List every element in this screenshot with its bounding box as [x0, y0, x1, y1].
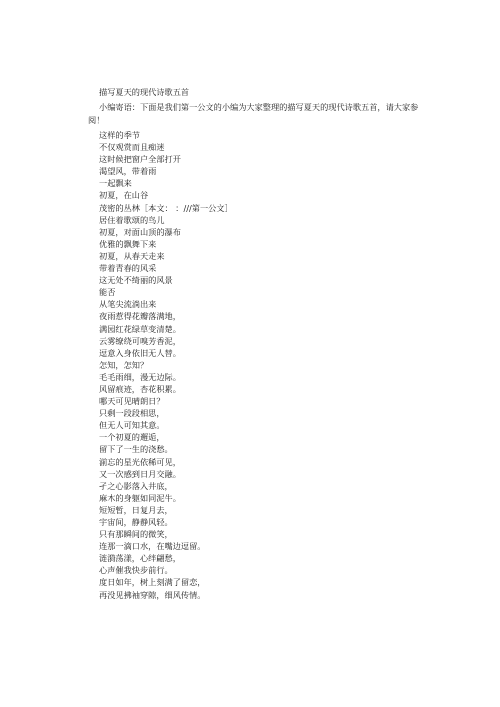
- poem-line: 涟漪荡漾，心绊翩愁，: [99, 553, 181, 564]
- poem-line: 从笔尖流淌出来: [99, 299, 157, 310]
- poem-line: 又一次感到日月交融。: [99, 468, 181, 479]
- poem-line: 满园红花绿草变清楚。: [99, 323, 181, 334]
- poem-line: 连那一滴口水，在嘴边逗留。: [99, 541, 206, 552]
- poem-line: 茂密的丛林［本文： ：///第一公文］: [99, 202, 233, 213]
- poem-line: 初夏，在山谷: [99, 190, 149, 201]
- poem-line: 心声催我快步前行。: [99, 565, 173, 576]
- poem-line: 但无人可知其意。: [99, 420, 165, 431]
- poem-line: 能否: [99, 287, 116, 298]
- document-title: 描写夏天的现代诗歌五首: [99, 87, 190, 97]
- poem-line: 再没见拂袖穿隙，细风传情。: [99, 589, 206, 600]
- poem-body: [99, 129, 233, 601]
- poem-line: 初夏，对面山顶的瀑布: [99, 226, 181, 237]
- poem-line: 麻木的身躯如同泥牛。: [99, 492, 181, 503]
- poem-line: 一个初夏的邂逅，: [99, 432, 165, 443]
- poem-line: 只有那瞬间的微笑，: [99, 529, 173, 540]
- poem-line: 湔忘的星光依稀可见，: [99, 456, 181, 467]
- poem-line: 带着青春的风采: [99, 263, 157, 274]
- poem-line: 夜雨惹得花瓣落满地，: [99, 311, 181, 322]
- poem-line: 不仅观赏而且痴迷: [99, 142, 165, 153]
- poem-line: 怎知，怎知？: [99, 359, 149, 370]
- poem-line: 云雾缭绕可嗅芳香泥，: [99, 335, 181, 346]
- poem-line: 哪天可见晴朗日？: [99, 396, 165, 407]
- poem-line: 度日如年，树上刻满了留恋，: [99, 577, 206, 588]
- poem-line: 留下了一生的浇愁。: [99, 444, 173, 455]
- poem-line: 初夏，从春天走来: [99, 250, 165, 261]
- poem-line: 孑之心影落入井底，: [99, 480, 173, 491]
- poem-line: 优雅的飘舞下来: [99, 238, 157, 249]
- intro-paragraph: 小编寄语：下面是我们第一公文的小编为大家整理的描写夏天的现代诗歌五首，请大家参阅！: [88, 102, 419, 125]
- poem-line: 这样的季节: [99, 130, 140, 140]
- poem-line: 毛毛雨细，漫无边际。: [99, 371, 181, 382]
- poem-line: 一起飘来: [99, 178, 132, 189]
- poem-line: 逗意入身依旧无人替。: [99, 347, 181, 358]
- poem-line: 风留痕迹，杏花积累。: [99, 383, 181, 394]
- poem-line: 只剩一段段相思，: [99, 408, 165, 419]
- poem-line: 这无处不绮丽的风景: [99, 275, 173, 286]
- poem-line: 居住着歌颂的鸟儿: [99, 214, 165, 225]
- poem-line: 渴望风，带着雨: [99, 166, 157, 177]
- poem-line: 短短暂，日复月去，: [99, 504, 173, 515]
- poem-line: 宇宙间，静静风轻。: [99, 517, 173, 527]
- poem-line: 这时候把窗户全部打开: [99, 154, 181, 165]
